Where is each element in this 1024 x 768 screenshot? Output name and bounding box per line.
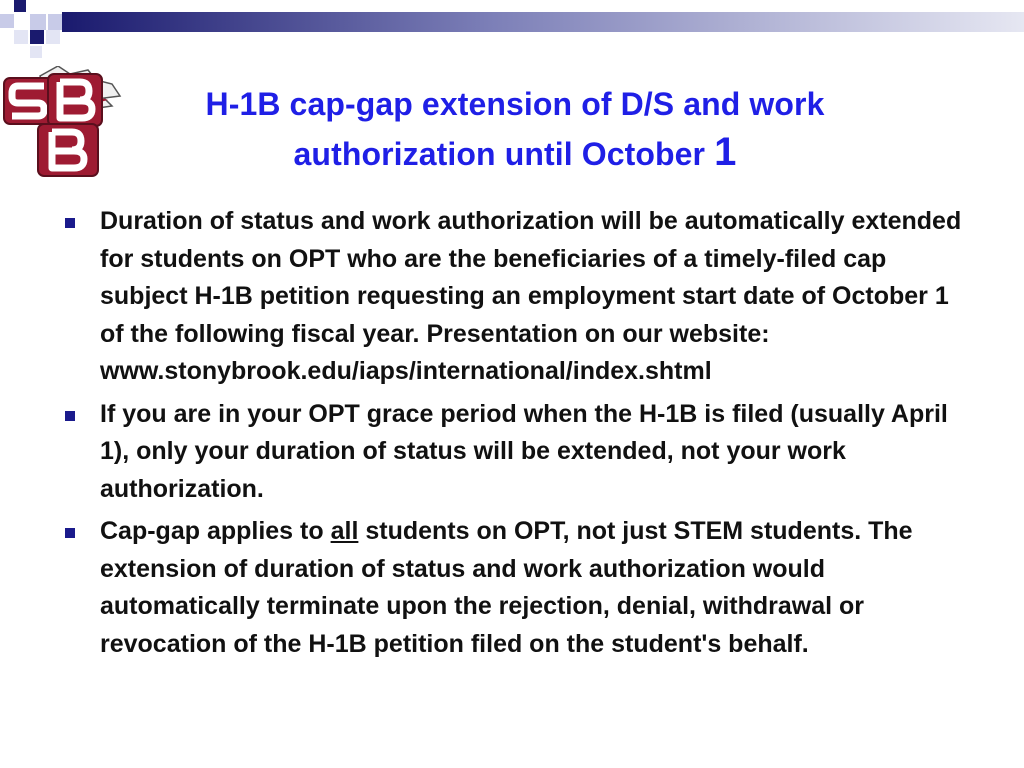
square-bullet-icon — [65, 218, 75, 228]
bullet-item — [62, 396, 962, 509]
bullet-text-after: students on OPT, not just STEM students. The extension of duration of status and work authorization would automatically terminate upon the rejection, denial, withdrawal or revocation of the H-1B petition filed on the student's behalf. — [100, 517, 913, 658]
bullet-text: If you are in your OPT grace period when the H-1B is filed (usually April 1), only your duration of status will be extended, not your work authorization. — [100, 399, 948, 503]
bullet-item — [62, 513, 962, 663]
slide-title-number: 1 — [714, 130, 737, 174]
bullet-text-underlined: all — [330, 517, 359, 545]
square-bullet-icon — [65, 528, 75, 538]
bullet-item — [62, 203, 962, 391]
header-gradient-bar — [0, 12, 1024, 32]
slide-title-text: H-1B cap-gap extension of D/S and work authorization until October — [205, 86, 825, 172]
square-bullet-icon — [65, 411, 75, 421]
slide-title — [100, 80, 930, 178]
bullet-text-before: Cap-gap applies to — [100, 517, 331, 545]
bullet-text: Duration of status and work authorization will be automatically extended for students on OPT who are the beneficiaries of a timely-filed cap subject H-1B petition requesting an employment start date of October 1 of the following fiscal year. Presentation on our website: www.stonybrook.edu/iaps/international/index.shtml — [100, 207, 962, 385]
bullet-list — [62, 203, 962, 668]
